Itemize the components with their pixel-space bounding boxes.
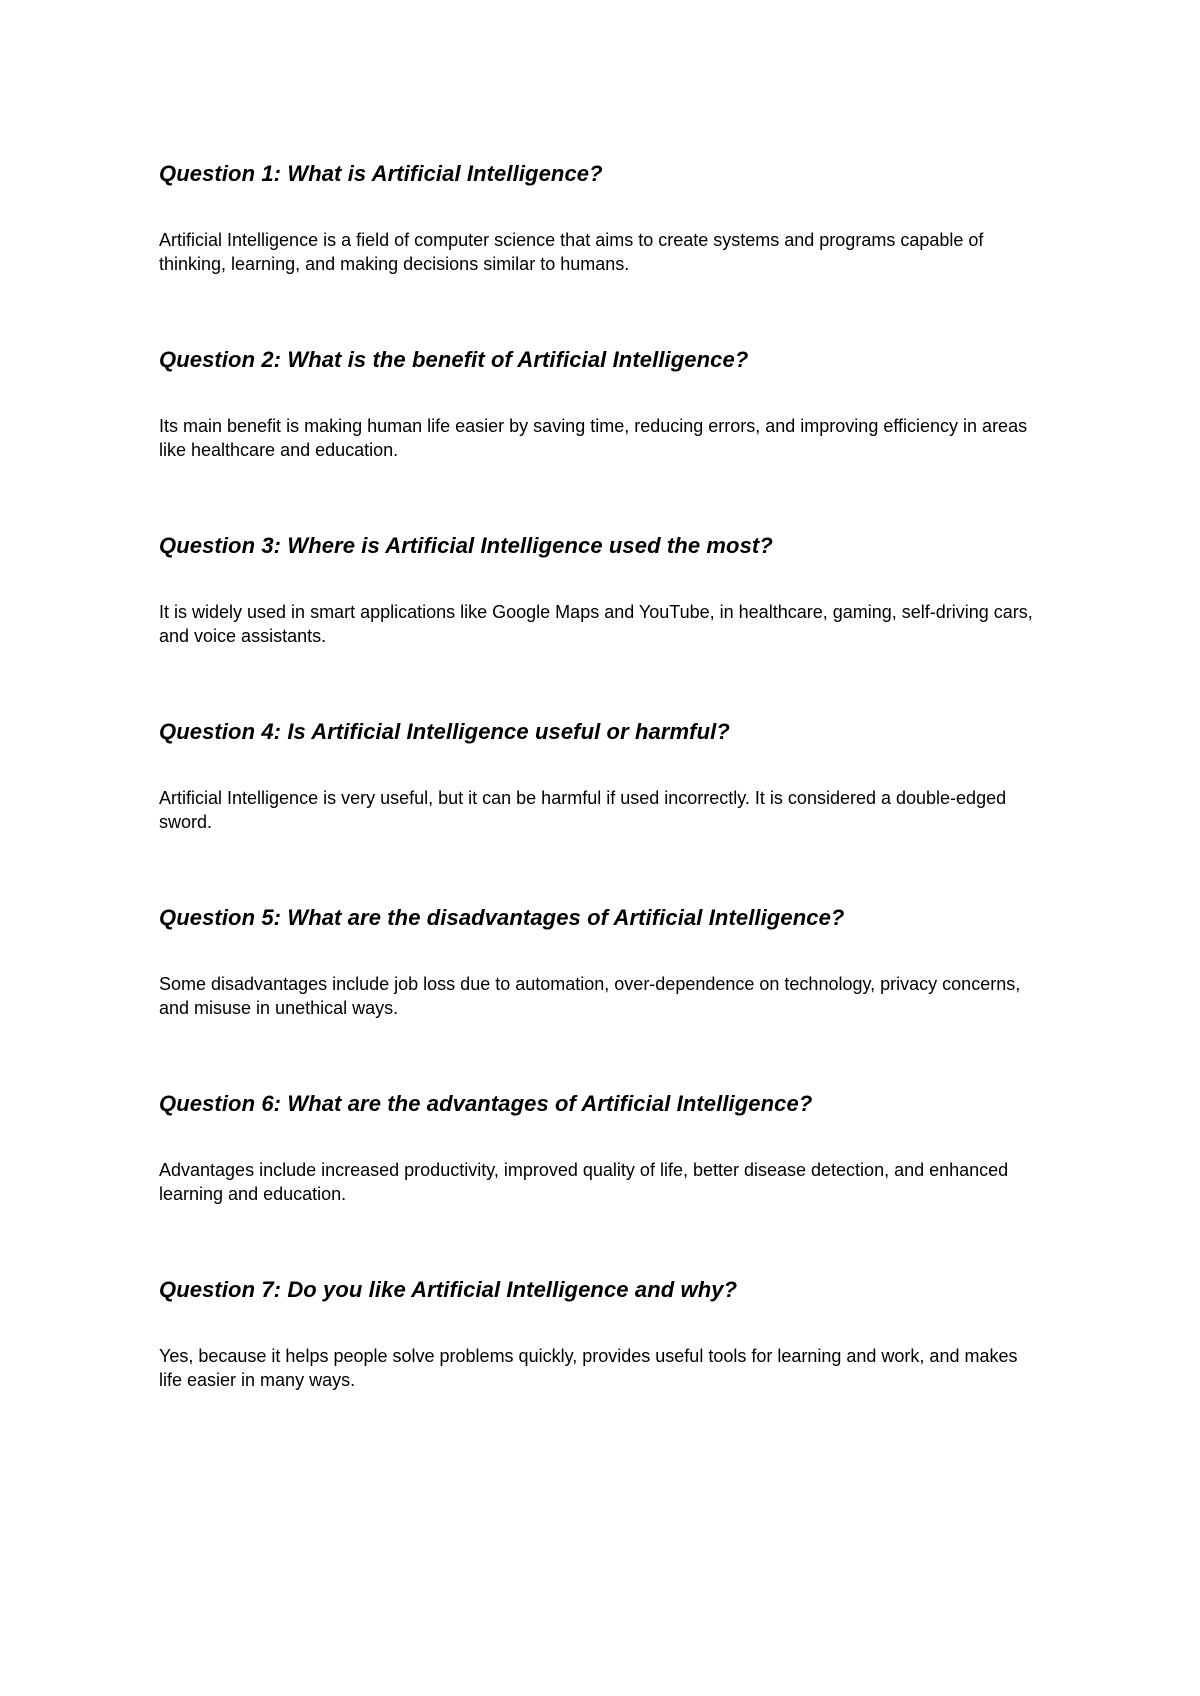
qa-item-1 — [159, 160, 1059, 276]
answer-text: Its main benefit is making human life easier by saving time, reducing errors, and improving efficiency in areas like healthcare and education. — [159, 416, 1028, 460]
answer-text: Advantages include increased productivity, improved quality of life, better disease detection, and enhanced learning and education. — [159, 1160, 1009, 1204]
qa-item-6 — [159, 1090, 1059, 1206]
answer-text: Yes, because it helps people solve problems quickly, provides useful tools for learning and work, and makes life easier in many ways. — [159, 1346, 1018, 1390]
qa-item-3 — [159, 532, 1059, 648]
question-heading: Question 6: What are the advantages of Artificial Intelligence? — [159, 1091, 813, 1116]
question-heading: Question 7: Do you like Artificial Intelligence and why? — [159, 1277, 738, 1302]
question-heading: Question 2: What is the benefit of Artificial Intelligence? — [159, 347, 749, 372]
answer-text: Some disadvantages include job loss due to automation, over-dependence on technology, privacy concerns, and misuse in unethical ways. — [159, 974, 1021, 1018]
question-heading: Question 4: Is Artificial Intelligence useful or harmful? — [159, 719, 730, 744]
qa-item-2 — [159, 346, 1059, 462]
question-heading: Question 1: What is Artificial Intelligence? — [159, 161, 603, 186]
answer-text: Artificial Intelligence is a field of computer science that aims to create systems and programs capable of thinking, learning, and making decisions similar to humans. — [159, 230, 984, 274]
qa-item-5 — [159, 904, 1059, 1020]
answer-text: It is widely used in smart applications like Google Maps and YouTube, in healthcare, gaming, self-driving cars, and voice assistants. — [159, 602, 1033, 646]
answer-text: Artificial Intelligence is very useful, but it can be harmful if used incorrectly. It is considered a double-edged sword. — [159, 788, 1007, 832]
qa-item-4 — [159, 718, 1059, 834]
question-heading: Question 5: What are the disadvantages of Artificial Intelligence? — [159, 905, 845, 930]
question-heading: Question 3: Where is Artificial Intelligence used the most? — [159, 533, 773, 558]
qa-item-7 — [159, 1276, 1059, 1392]
